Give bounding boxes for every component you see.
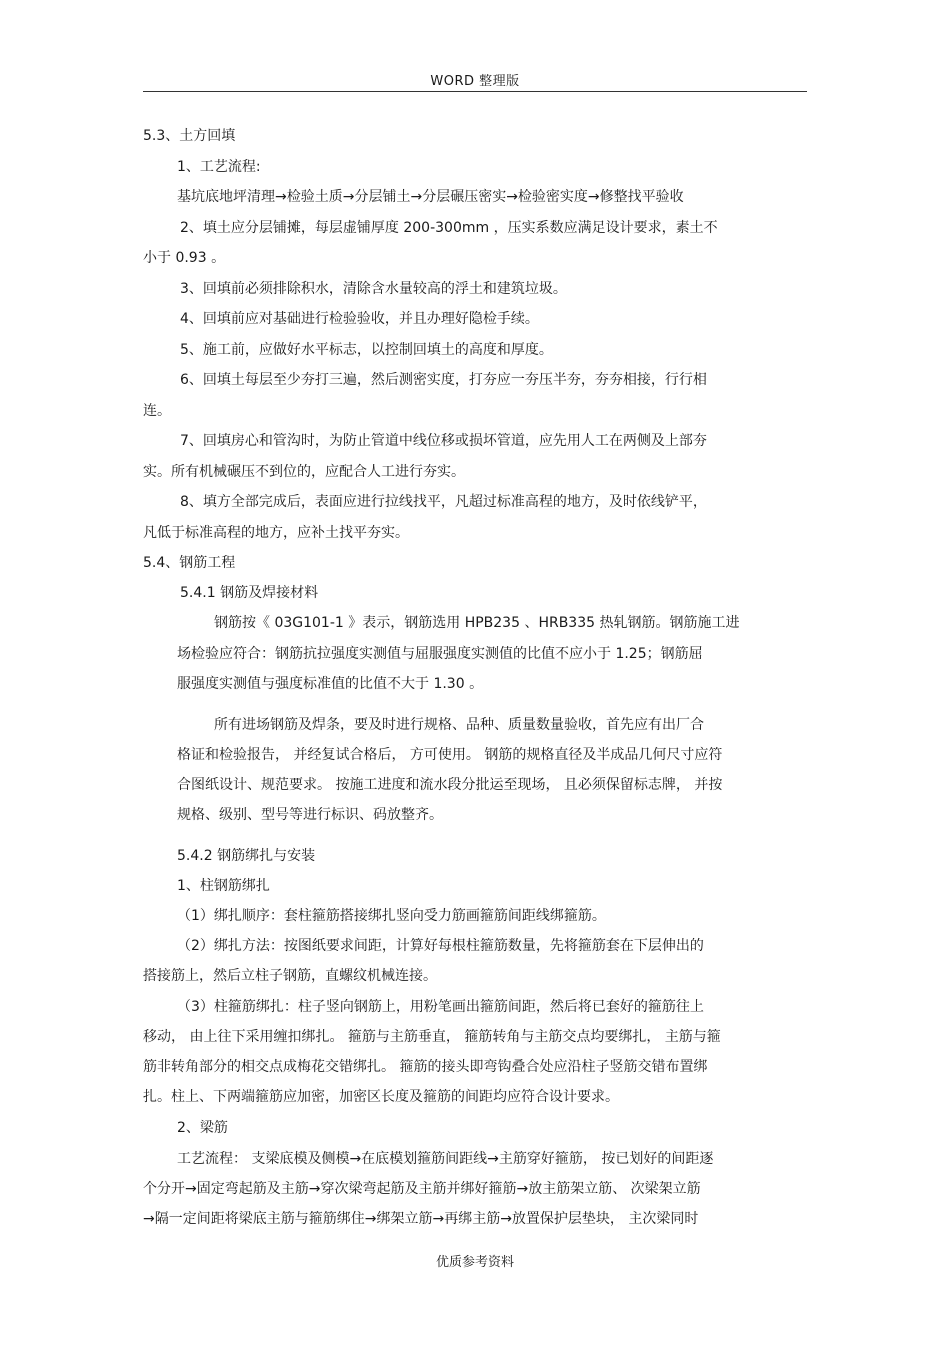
- page-header-title: WORD 整理版: [430, 74, 520, 89]
- text-line: 2、梁筋: [177, 1120, 228, 1136]
- text-line: 合图纸设计、规范要求。 按施工进度和流水段分批运至现场， 且必须保留标志牌， 并按: [177, 777, 723, 793]
- section-heading-5-4: 5.4、钢筋工程: [143, 555, 236, 571]
- text-line: 4、回填前应对基础进行检验验收，并且办理好隐检手续。: [180, 311, 539, 327]
- text-line: 搭接筋上，然后立柱子钢筋，直螺纹机械连接。: [143, 968, 437, 984]
- text-line: 1、工艺流程:: [177, 159, 261, 175]
- page-footer-text: 优质参考资料: [435, 1255, 514, 1270]
- text-line: 个分开→固定弯起筋及主筋→穿次梁弯起筋及主筋并绑好箍筋→放主筋架立筋、 次梁架立筋: [143, 1181, 701, 1197]
- text-line: 筋非转角部分的相交点成梅花交错绑扎。 箍筋的接头即弯钩叠合处应沿柱子竖筋交错布置绑: [143, 1059, 708, 1075]
- text-line: 钢筋按《 03G101-1 》表示，钢筋选用 HPB235 、HRB335 热轧钢筋。钢筋施工进: [214, 615, 740, 631]
- text-line: →隔一定间距将梁底主筋与箍筋绑住→绑架立筋→再绑主筋→放置保护层垫块， 主次梁同时: [143, 1211, 699, 1227]
- text-line: 场检验应符合：钢筋抗拉强度实测值与屈服强度实测值的比值不应小于 1.25；钢筋屈: [177, 646, 703, 662]
- text-line: 基坑底地坪清理→检验土质→分层铺土→分层碾压密实→检验密实度→修整找平验收: [177, 189, 684, 205]
- text-line: 3、回填前必须排除积水，清除含水量较高的浮土和建筑垃圾。: [180, 281, 567, 297]
- text-line: （2）绑扎方法：按图纸要求间距，计算好每根柱箍筋数量，先将箍筋套在下层伸出的: [177, 938, 704, 954]
- text-line: 7、回填房心和管沟时，为防止管道中线位移或损坏管道，应先用人工在两侧及上部夯: [180, 433, 707, 449]
- header-divider: [143, 91, 807, 92]
- text-line: 所有进场钢筋及焊条，要及时进行规格、品种、质量数量验收，首先应有出厂合: [214, 717, 704, 733]
- text-line: 格证和检验报告， 并经复试合格后， 方可使用。 钢筋的规格直径及半成品几何尺寸应符: [177, 747, 723, 763]
- text-line: 8、填方全部完成后，表面应进行拉线找平，凡超过标准高程的地方，及时依线铲平，: [180, 494, 707, 510]
- text-line: 服强度实测值与强度标准值的比值不大于 1.30 。: [177, 676, 484, 692]
- text-line: （1）绑扎顺序：套柱箍筋搭接绑扎竖向受力筋画箍筋间距线绑箍筋。: [177, 908, 606, 924]
- section-heading-5-3: 5.3、土方回填: [143, 128, 236, 144]
- text-line: 6、回填土每层至少夯打三遍，然后测密实度，打夯应一夯压半夯，夯夯相接，行行相: [180, 372, 707, 388]
- text-line: 凡低于标准高程的地方，应补土找平夯实。: [143, 525, 409, 541]
- text-line: 工艺流程： 支梁底模及侧模→在底模划箍筋间距线→主筋穿好箍筋， 按已划好的间距逐: [177, 1151, 714, 1167]
- text-line: 移动， 由上往下采用缠扣绑扎。 箍筋与主筋垂直， 箍筋转角与主筋交点均要绑扎， 主筋与箍: [143, 1029, 721, 1045]
- subsection-heading-5-4-2: 5.4.2 钢筋绑扎与安装: [177, 848, 316, 864]
- text-line: 连。: [143, 403, 171, 419]
- text-line: 规格、级别、型号等进行标识、码放整齐。: [177, 807, 443, 823]
- text-line: 5、施工前，应做好水平标志，以控制回填土的高度和厚度。: [180, 342, 553, 358]
- subsection-heading-5-4-1: 5.4.1 钢筋及焊接材料: [180, 585, 319, 601]
- text-line: 小于 0.93 。: [143, 250, 226, 266]
- text-line: 实。所有机械碾压不到位的，应配合人工进行夯实。: [143, 464, 465, 480]
- text-line: 1、柱钢筋绑扎: [177, 878, 270, 894]
- text-line: 2、填土应分层铺摊，每层虚铺厚度 200-300mm ，压实系数应满足设计要求，素土不: [180, 220, 718, 236]
- text-line: 扎。柱上、下两端箍筋应加密，加密区长度及箍筋的间距均应符合设计要求。: [143, 1089, 619, 1105]
- text-line: （3）柱箍筋绑扎：柱子竖向钢筋上，用粉笔画出箍筋间距，然后将已套好的箍筋往上: [177, 999, 704, 1015]
